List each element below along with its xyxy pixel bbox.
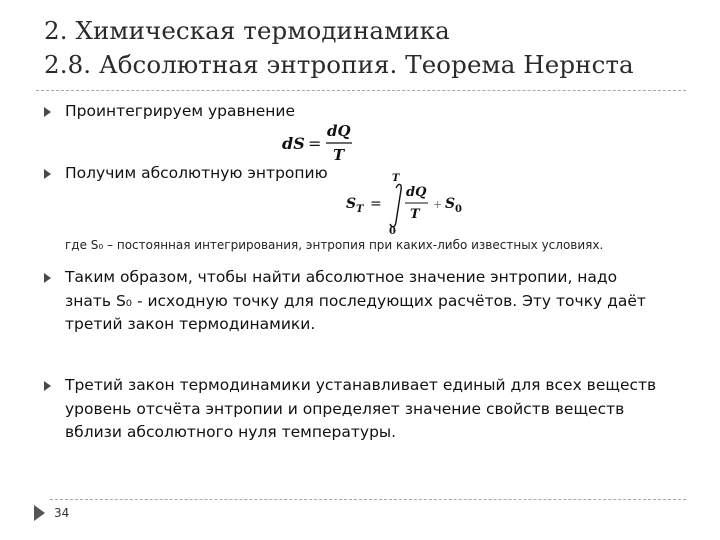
page-marker-icon	[34, 505, 45, 521]
formula-absolute-entropy	[344, 170, 474, 236]
formula-st-denominator: T	[410, 207, 420, 222]
bullet-3-text: Таким образом, чтобы найти абсолютное значение энтропии, надо знать S₀ - исходную точку для последующих расчётов. Эту точку даёт третий закон термодинамики.	[65, 268, 646, 333]
formula-st-const-sub: 0	[455, 204, 462, 215]
bullet-arrow-icon	[44, 107, 51, 117]
formula-st-numerator: dQ	[406, 185, 427, 200]
title-line-1: 2. Химическая термодинамика	[44, 16, 450, 45]
formula-st-lhs: S	[346, 196, 357, 212]
formula-ds-lhs: dS	[282, 134, 305, 153]
bullet-4-text: Третий закон термодинамики устанавливает единый для всех веществ уровень отсчёта энтропии и определяет значение свойств веществ вблизи абсолютного нуля температуры.	[65, 376, 657, 441]
title-divider	[36, 90, 686, 91]
formula-st-equals: =	[370, 196, 382, 212]
bullet-arrow-icon	[44, 169, 51, 179]
formula-ds-numerator: dQ	[327, 122, 351, 140]
formula-ds-equals: =	[308, 134, 322, 153]
integral-lower-limit: 0	[389, 226, 396, 236]
formula-ds	[280, 118, 360, 166]
bullet-1-text: Проинтегрируем уравнение	[65, 102, 296, 120]
slide-title	[44, 14, 634, 82]
title-line-2: 2.8. Абсолютная энтропия. Теорема Нернста	[44, 50, 634, 79]
constant-note: где S₀ – постоянная интегрирования, энтропия при каких-либо известных условиях.	[65, 238, 604, 252]
integral-sign-icon	[390, 184, 401, 226]
formula-st-const: S	[445, 196, 456, 212]
formula-ds-denominator: T	[333, 146, 345, 164]
bullet-arrow-icon	[44, 273, 51, 283]
bullet-arrow-icon	[44, 381, 51, 391]
formula-st-plus: +	[433, 198, 443, 211]
formula-st-lhs-sub: T	[356, 204, 364, 215]
footer-divider	[50, 499, 686, 500]
bullet-2-text: Получим абсолютную энтропию	[65, 164, 328, 182]
integral-upper-limit: T	[392, 173, 400, 184]
page-number: 34	[54, 506, 70, 520]
